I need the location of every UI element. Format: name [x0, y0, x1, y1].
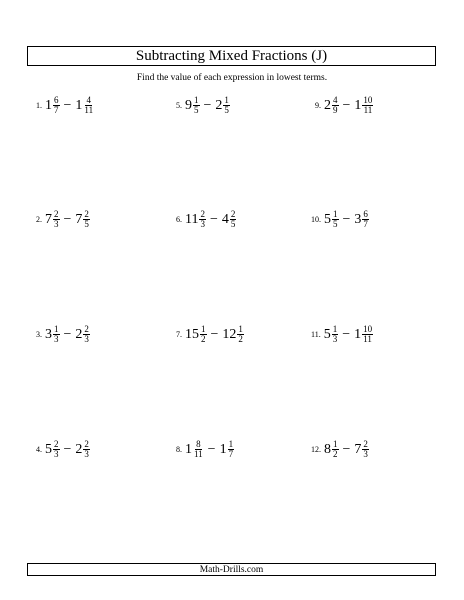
whole-number: 1	[219, 441, 227, 457]
whole-number: 7	[75, 211, 83, 227]
problem	[311, 210, 369, 229]
denominator: 3	[200, 219, 205, 229]
problem-number: 5.	[176, 101, 182, 110]
problem-number: 7.	[176, 330, 182, 339]
numerator: 1	[238, 324, 243, 334]
denominator: 3	[84, 334, 89, 344]
denominator: 3	[54, 449, 59, 459]
denominator: 11	[84, 105, 94, 115]
denominator: 3	[54, 334, 59, 344]
fraction	[83, 325, 90, 344]
denominator: 11	[194, 449, 203, 459]
denominator: 3	[332, 334, 338, 344]
problem-number: 10.	[311, 215, 321, 224]
whole-number: 1	[354, 97, 362, 113]
fraction	[53, 210, 60, 229]
minus-sign: −	[63, 441, 72, 457]
denominator: 3	[363, 449, 368, 459]
denominator: 7	[363, 219, 368, 229]
problem-number: 12.	[311, 445, 321, 454]
denominator: 5	[230, 219, 236, 229]
denominator: 5	[333, 219, 338, 229]
fraction	[332, 210, 339, 229]
numerator: 6	[363, 209, 368, 219]
problem	[176, 440, 234, 459]
whole-number: 9	[185, 97, 192, 113]
numerator: 8	[196, 439, 201, 449]
minus-sign: −	[63, 97, 72, 113]
fraction	[362, 440, 369, 459]
problem-number: 1.	[36, 101, 42, 110]
minus-sign: −	[342, 326, 351, 342]
fraction	[200, 325, 207, 344]
denominator: 2	[238, 334, 243, 344]
numerator: 2	[54, 209, 59, 219]
numerator: 1	[332, 324, 338, 334]
problem	[311, 325, 373, 344]
whole-number: 3	[45, 326, 52, 342]
numerator: 1	[333, 209, 338, 219]
numerator: 4	[86, 95, 91, 105]
problem-number: 3.	[36, 330, 42, 339]
problem-number: 6.	[176, 215, 182, 224]
denominator: 5	[84, 219, 89, 229]
whole-number: 5	[324, 211, 331, 227]
whole-number: 4	[221, 211, 229, 227]
numerator: 10	[363, 95, 373, 105]
problem	[176, 325, 244, 344]
numerator: 10	[363, 324, 373, 334]
problem-number: 9.	[315, 101, 321, 110]
problem	[36, 210, 90, 229]
minus-sign: −	[342, 211, 351, 227]
whole-number: 2	[75, 441, 83, 457]
minus-sign: −	[209, 211, 218, 227]
whole-number: 2	[75, 326, 83, 342]
problem-number: 11.	[311, 330, 321, 339]
minus-sign: −	[342, 97, 351, 113]
problem	[176, 96, 230, 115]
fraction	[53, 96, 60, 115]
fraction	[83, 440, 90, 459]
problem-number: 2.	[36, 215, 42, 224]
denominator: 3	[84, 449, 89, 459]
fraction	[332, 440, 339, 459]
whole-number: 1	[45, 97, 52, 113]
numerator: 1	[333, 439, 338, 449]
fraction	[223, 96, 230, 115]
whole-number: 1	[75, 97, 83, 113]
minus-sign: −	[210, 326, 219, 342]
denominator: 7	[54, 105, 59, 115]
numerator: 2	[84, 209, 89, 219]
numerator: 2	[84, 324, 89, 334]
fraction	[362, 210, 369, 229]
fraction	[53, 440, 60, 459]
numerator: 2	[230, 209, 236, 219]
whole-number: 1	[185, 441, 192, 457]
whole-number: 11	[185, 211, 199, 227]
fraction	[362, 325, 373, 344]
minus-sign: −	[207, 441, 216, 457]
denominator: 7	[228, 449, 234, 459]
problem	[36, 440, 90, 459]
fraction	[228, 440, 235, 459]
fraction	[53, 325, 60, 344]
denominator: 9	[333, 105, 338, 115]
problem	[36, 325, 90, 344]
denominator: 11	[363, 334, 372, 344]
problem	[311, 440, 369, 459]
problem-number: 8.	[176, 445, 182, 454]
numerator: 1	[54, 324, 59, 334]
whole-number: 5	[45, 441, 52, 457]
numerator: 1	[201, 324, 206, 334]
fraction	[83, 96, 94, 115]
numerator: 1	[224, 95, 229, 105]
denominator: 5	[224, 105, 229, 115]
minus-sign: −	[63, 326, 72, 342]
worksheet-title: Subtracting Mixed Fractions (J)	[27, 46, 436, 66]
problem	[176, 210, 236, 229]
fraction	[193, 96, 200, 115]
numerator: 1	[194, 95, 199, 105]
numerator: 2	[200, 209, 205, 219]
minus-sign: −	[342, 441, 351, 457]
whole-number: 1	[354, 326, 362, 342]
whole-number: 2	[324, 97, 331, 113]
fraction	[237, 325, 244, 344]
fraction	[332, 96, 339, 115]
fraction	[83, 210, 90, 229]
minus-sign: −	[203, 97, 212, 113]
fraction	[332, 325, 339, 344]
whole-number: 3	[354, 211, 362, 227]
denominator: 5	[194, 105, 199, 115]
denominator: 2	[333, 449, 338, 459]
fraction	[199, 210, 206, 229]
problem-number: 4.	[36, 445, 42, 454]
whole-number: 7	[354, 441, 362, 457]
fraction	[193, 440, 204, 459]
whole-number: 12	[222, 326, 237, 342]
whole-number: 2	[215, 97, 223, 113]
footer: Math-Drills.com	[27, 563, 436, 576]
whole-number: 5	[323, 326, 331, 342]
denominator: 11	[363, 105, 373, 115]
numerator: 1	[228, 439, 234, 449]
numerator: 2	[363, 439, 368, 449]
instructions: Find the value of each expression in lowest terms.	[136, 73, 328, 83]
numerator: 4	[333, 95, 338, 105]
problem	[36, 96, 94, 115]
whole-number: 8	[324, 441, 331, 457]
problem	[315, 96, 373, 115]
whole-number: 7	[45, 211, 52, 227]
numerator: 6	[54, 95, 59, 105]
numerator: 2	[54, 439, 59, 449]
whole-number: 15	[185, 326, 199, 342]
denominator: 2	[201, 334, 206, 344]
minus-sign: −	[63, 211, 72, 227]
numerator: 2	[84, 439, 89, 449]
fraction	[362, 96, 373, 115]
fraction	[230, 210, 237, 229]
denominator: 3	[54, 219, 59, 229]
